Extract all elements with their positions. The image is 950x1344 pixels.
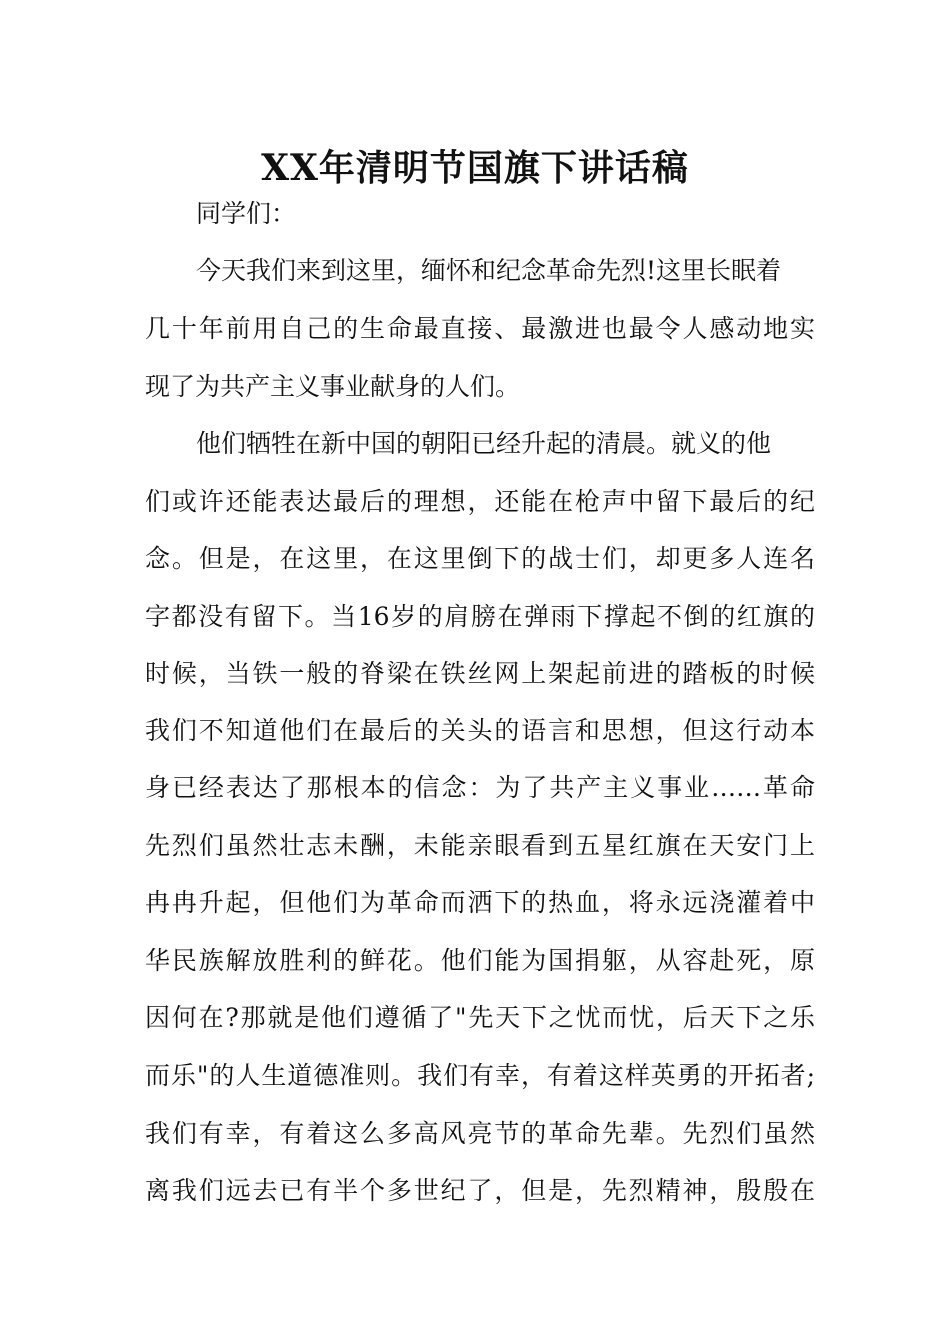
- paragraph-line: 们或许还能表达最后的理想，还能在枪声中留下最后的纪: [145, 487, 815, 516]
- paragraph-line: 身已经表达了那根本的信念：为了共产主义事业……革命: [145, 773, 815, 802]
- paragraph-line: 冉冉升起，但他们为革命而洒下的热血，将永远浇灌着中: [145, 888, 815, 917]
- document-title: XX年清明节国旗下讲话稿: [261, 147, 689, 190]
- paragraph-line: 华民族解放胜利的鲜花。他们能为国捐躯，从容赴死，原: [145, 946, 815, 975]
- salutation: 同学们：: [196, 199, 297, 228]
- paragraph-line: 因何在?那就是他们遵循了"先天下之忧而忧，后天下之乐: [145, 1003, 815, 1032]
- paragraph-line: 字都没有留下。当16岁的肩膀在弹雨下撑起不倒的红旗的: [145, 602, 815, 631]
- paragraph-line: 念。但是，在这里，在这里倒下的战士们，却更多人连名: [145, 544, 815, 573]
- paragraph-line: 他们牺牲在新中国的朝阳已经升起的清晨。就义的他: [196, 429, 772, 458]
- paragraph-line: 我们不知道他们在最后的关头的语言和思想，但这行动本: [145, 716, 815, 745]
- paragraph-line: 时候，当铁一般的脊梁在铁丝网上架起前进的踏板的时候: [145, 659, 815, 688]
- paragraph-line: 几十年前用自己的生命最直接、最激进也最令人感动地实: [145, 314, 815, 343]
- paragraph-line: 而乐"的人生道德准则。我们有幸，有着这样英勇的开拓者;: [145, 1061, 815, 1090]
- paragraph-line: 现了为共产主义事业献身的人们。: [145, 372, 521, 401]
- paragraph-line: 我们有幸，有着这么多高风亮节的革命先辈。先烈们虽然: [145, 1119, 815, 1148]
- paragraph-line: 先烈们虽然壮志未酬，未能亲眼看到五星红旗在天安门上: [145, 831, 815, 860]
- paragraph-line: 离我们远去已有半个多世纪了，但是，先烈精神，殷殷在: [145, 1176, 815, 1205]
- paragraph-line: 今天我们来到这里，缅怀和纪念革命先烈!这里长眠着: [196, 256, 782, 285]
